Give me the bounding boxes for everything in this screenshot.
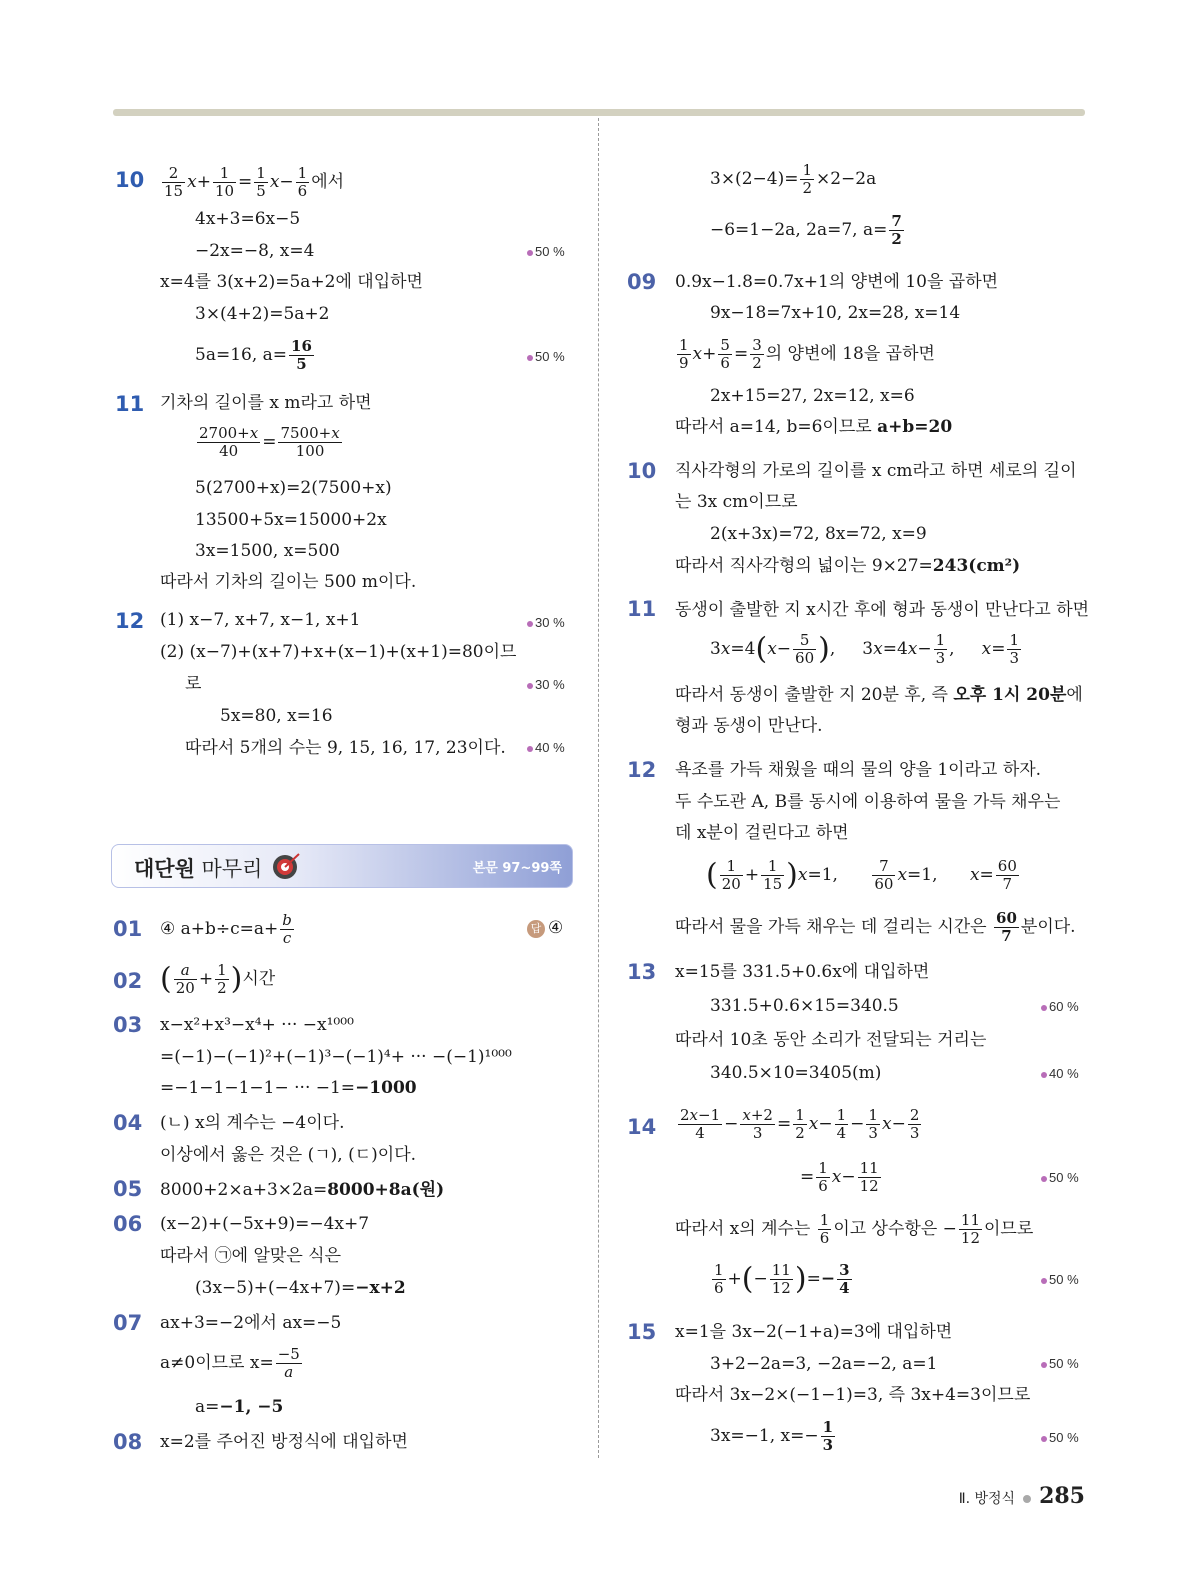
bullet-dot	[527, 746, 533, 752]
problem-number: 04	[113, 1111, 143, 1135]
q10-line3: −2x=−8, x=4	[195, 241, 315, 261]
a09-line1: 0.9x−1.8=0.7x+1의 양변에 10을 곱하면	[675, 272, 999, 292]
problem-number: 15	[627, 1320, 657, 1344]
q11-line3: 5(2700+x)=2(7500+x)	[195, 478, 392, 498]
q11-line6: 따라서 기차의 길이는 500 m이다.	[160, 572, 417, 592]
score-percent: 50 %	[1041, 1272, 1079, 1287]
bullet-dot	[527, 621, 533, 627]
a10-line4: 따라서 직사각형의 넓이는 9×27=243(cm²)	[675, 556, 1021, 576]
problem-number: 10	[115, 168, 145, 192]
bullet-dot	[1041, 1278, 1047, 1284]
separator-dot	[1023, 1495, 1031, 1503]
q12-line5: 따라서 5개의 수는 9, 15, 16, 17, 23이다.	[185, 738, 506, 758]
problem-number: 12	[115, 609, 145, 633]
page-footer	[959, 1483, 1085, 1509]
a03-line1: x−x²+x³−x⁴+ ··· −x¹⁰⁰⁰	[160, 1015, 354, 1035]
q12-line1: (1) x−7, x+7, x−1, x+1	[160, 610, 361, 630]
bullet-dot	[527, 683, 533, 689]
column-divider	[598, 118, 599, 1458]
score-percent: 50 %	[1041, 1430, 1079, 1445]
problem-number: 02	[113, 969, 143, 993]
score-percent: 40 %	[1041, 1066, 1079, 1081]
problem-number: 07	[113, 1311, 143, 1335]
a13-line1: x=15를 331.5+0.6x에 대입하면	[675, 962, 930, 982]
bullet-dot	[1041, 1072, 1047, 1078]
a15-line2: 3+2−2a=3, −2a=−2, a=1	[710, 1354, 938, 1374]
a10-line1: 직사각형의 가로의 길이를 x cm라고 하면 세로의 길이	[675, 461, 1077, 481]
score-percent: 50 %	[1041, 1356, 1079, 1371]
a10-line2: 는 3x cm이므로	[675, 492, 798, 512]
problem-number: 05	[113, 1177, 143, 1201]
q10-line2: 4x+3=6x−5	[195, 209, 301, 229]
a08-cont-line1: 3×(2−4)= $\frac{1}{2}$ ×2−2a	[710, 161, 877, 197]
problem-number: 03	[113, 1013, 143, 1037]
problem-number: 10	[627, 459, 657, 483]
a12-line2: 두 수도관 A, B를 동시에 이용하여 물을 가득 채우는	[675, 792, 1061, 812]
q10-line6: 5a=16, a= $\frac{16}{5}$	[195, 337, 312, 373]
q11-line5: 3x=1500, x=500	[195, 541, 340, 561]
a09-line5: 따라서 a=14, b=6이므로 a+b=20	[675, 417, 953, 437]
a15-line1: x=1을 3x−2(−1+a)=3에 대입하면	[675, 1322, 953, 1342]
a07-line2: a≠0이므로 x= $\frac{-5}{a}$	[160, 1345, 300, 1381]
bullet-dot	[1041, 1176, 1047, 1182]
q12-line4: 5x=80, x=16	[220, 706, 333, 726]
target-icon	[270, 851, 300, 881]
a08-line1: x=2를 주어진 방정식에 대입하면	[160, 1432, 408, 1452]
a09-line3: $\frac{1}{9}$ x+ $\frac{5}{6}$ = $\frac{3}{2}$ 의 양변에 18을 곱하면	[679, 336, 935, 372]
a06-line3: (3x−5)+(−4x+7)=−x+2	[195, 1278, 406, 1298]
page-reference: 본문 97~99쪽	[472, 861, 562, 876]
a09-line4: 2x+15=27, 2x=12, x=6	[710, 386, 915, 406]
a15-line3: 따라서 3x−2×(−1−1)=3, 즉 3x+4=3이므로	[675, 1385, 1031, 1405]
problem-number: 12	[627, 758, 657, 782]
a13-line4: 340.5×10=3405(m)	[710, 1063, 882, 1083]
bullet-dot	[527, 250, 533, 256]
problem-number: 11	[627, 597, 657, 621]
q10-line4: x=4를 3(x+2)=5a+2에 대입하면	[160, 272, 423, 292]
section-banner	[111, 844, 573, 888]
q11-line4: 13500+5x=15000+2x	[195, 510, 387, 530]
bullet-dot	[1041, 1436, 1047, 1442]
a12-line3: 데 x분이 걸린다고 하면	[675, 823, 849, 843]
a12-line4: ( $\frac{1}{20}$ + $\frac{1}{15}$ )x=1, $\frac{7}{60}$ x=1, x= $\frac{60}{7}$	[706, 857, 1017, 893]
a11-line2: 3x=4(x− $\frac{5}{60}$ ), 3x=4x− $\frac{1}{3}$ , x= $\frac{1}{3}$	[710, 631, 1019, 667]
chapter-label: Ⅱ. 방정식	[958, 1491, 1016, 1507]
a08-cont-line2: −6=1−2a, 2a=7, a= $\frac{7}{2}$	[710, 212, 902, 248]
a05-line1: 8000+2×a+3×2a=8000+8a(원)	[160, 1180, 445, 1200]
a01-line1: ④ a+b÷c=a+ $\frac{b}{c}$	[160, 911, 292, 947]
a03-line2: =(−1)−(−1)²+(−1)³−(−1)⁴+ ··· −(−1)¹⁰⁰⁰	[160, 1047, 512, 1067]
a14-line3: 따라서 x의 계수는 $\frac{1}{6}$ 이고 상수항은 − $\frac{11}{12}$ 이므로	[675, 1211, 1034, 1247]
score-percent: 60 %	[1041, 999, 1079, 1014]
problem-number: 01	[113, 917, 143, 941]
q10-line1: $\frac{2}{15}$ x+ $\frac{1}{10}$ = $\frac{1}{5}$ x− $\frac{1}{6}$ 에서	[164, 164, 345, 200]
score-percent: 50 %	[1041, 1170, 1079, 1185]
answer-mark: 답 ④	[527, 918, 563, 938]
a11-line4: 형과 동생이 만난다.	[675, 716, 823, 736]
problem-number: 06	[113, 1212, 143, 1236]
a13-line2: 331.5+0.6×15=340.5	[710, 996, 899, 1016]
banner-title: 대단원 마무리	[134, 857, 263, 881]
problem-number: 11	[115, 392, 145, 416]
q10-line5: 3×(4+2)=5a+2	[195, 304, 330, 324]
problem-number: 13	[627, 960, 657, 984]
a07-line3: a=−1, −5	[195, 1397, 284, 1417]
a15-line4: 3x=−1, x=− $\frac{1}{3}$	[710, 1418, 834, 1454]
a11-line1: 동생이 출발한 지 x시간 후에 형과 동생이 만난다고 하면	[675, 600, 1090, 620]
problem-number: 09	[627, 270, 657, 294]
page-number: 285	[1039, 1483, 1085, 1509]
a14-line4: $\frac{1}{6}$ +(− $\frac{11}{12}$ )=− $\frac{3}{4}$	[714, 1261, 850, 1297]
problem-number: 14	[627, 1115, 657, 1139]
top-rule	[113, 109, 1085, 116]
score-percent: 40 %	[527, 740, 565, 755]
a10-line3: 2(x+3x)=72, 8x=72, x=9	[710, 524, 927, 544]
a04-line2: 이상에서 옳은 것은 (ㄱ), (ㄷ)이다.	[160, 1145, 417, 1165]
score-percent: 50 %	[527, 244, 565, 259]
bullet-dot	[527, 355, 533, 361]
a14-line1: $\frac{2x-1}{4}$ − $\frac{x+2}{3}$ = $\frac{1}{2}$ x− $\frac{1}{4}$ − $\frac{1}{3}$ x− $\frac{2}{3}$	[680, 1106, 920, 1142]
a12-line1: 욕조를 가득 채웠을 때의 물의 양을 1이라고 하자.	[675, 760, 1042, 780]
a11-line3: 따라서 동생이 출발한 지 20분 후, 즉 오후 1시 20분에	[675, 685, 1083, 705]
a03-line3: =−1−1−1−1− ··· −1=−1000	[160, 1078, 417, 1098]
score-percent: 30 %	[527, 615, 565, 630]
score-percent: 30 %	[527, 677, 565, 692]
a13-line3: 따라서 10초 동안 소리가 전달되는 거리는	[675, 1030, 987, 1050]
a02-line1: ( $\frac{a}{20}$ + $\frac{1}{2}$ )시간	[160, 961, 276, 997]
a04-line1: (ㄴ) x의 계수는 −4이다.	[160, 1113, 345, 1133]
bullet-dot	[1041, 1005, 1047, 1011]
a06-line2: 따라서 ㉠에 알맞은 식은	[160, 1246, 342, 1266]
score-percent: 50 %	[527, 349, 565, 364]
q12-line2: (2) (x−7)+(x+7)+x+(x−1)+(x+1)=80이므	[160, 642, 517, 662]
answer-badge-icon: 답	[527, 920, 545, 938]
a07-line1: ax+3=−2에서 ax=−5	[160, 1313, 342, 1333]
q12-line3: 로	[185, 674, 202, 694]
q11-line2: $\frac{2700+x}{40}$ = $\frac{7500+x}{100}$	[199, 424, 340, 460]
problem-number: 08	[113, 1430, 143, 1454]
q11-line1: 기차의 길이를 x m라고 하면	[160, 393, 372, 413]
a12-line5: 따라서 물을 가득 채우는 데 걸리는 시간은 $\frac{60}{7}$ 분이다.	[675, 909, 1076, 945]
a06-line1: (x−2)+(−5x+9)=−4x+7	[160, 1214, 370, 1234]
a14-line2: = $\frac{1}{6}$ x− $\frac{11}{12}$	[800, 1159, 879, 1195]
bullet-dot	[1041, 1362, 1047, 1368]
a09-line2: 9x−18=7x+10, 2x=28, x=14	[710, 303, 961, 323]
